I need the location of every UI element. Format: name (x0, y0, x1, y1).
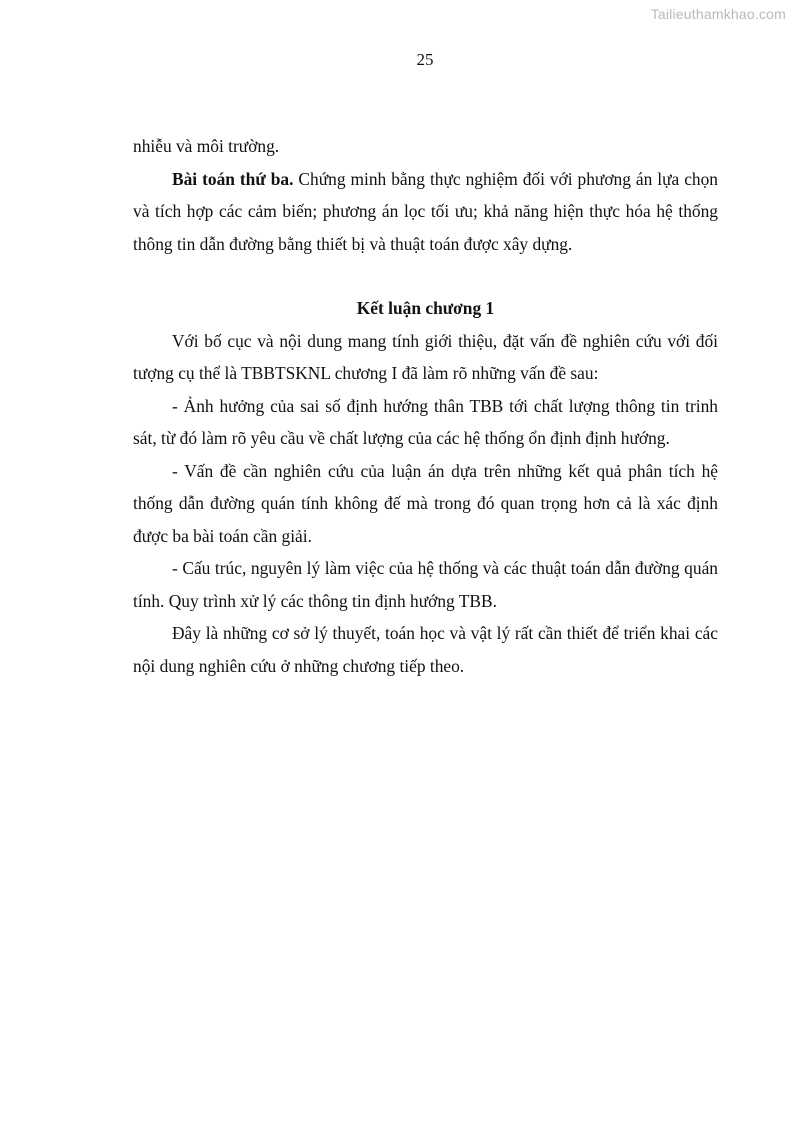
section-heading: Kết luận chương 1 (356, 298, 495, 318)
paragraph-bullet-3: - Cấu trúc, nguyên lý làm việc của hệ thống và các thuật toán dẫn đường quán tính. Quy trình xử lý các thông tin định hướng TBB. (133, 558, 718, 611)
paragraph-continuation: nhiễu và môi trường. (133, 136, 280, 156)
paragraph-bullet-2: - Vấn đề cần nghiên cứu của luận án dựa trên những kết quả phân tích hệ thống dẫn đường quán tính không đế mà trong đó quan trọng hơn cả là xác định được ba bài toán cần giải. (133, 460, 718, 546)
paragraph-third-problem (133, 163, 718, 261)
page-number: 25 (416, 50, 434, 69)
paragraph-conclusion: Đây là những cơ sở lý thuyết, toán học và vật lý rất cần thiết để triển khai các nội dung nghiên cứu ở những chương tiếp theo. (133, 623, 718, 676)
document-body (133, 130, 718, 682)
watermark: Tailieuthamkhao.com (650, 6, 786, 22)
paragraph-body: Chứng minh bằng thực nghiệm đối với phương án lựa chọn và tích hợp các cảm biến; phương án lọc tối ưu; khả năng hiện thực hóa hệ thống thông tin dẫn đường bằng thiết bị và thuật toán được xây dựng. (133, 168, 719, 254)
paragraph-lead-bold: Bài toán thứ ba. (172, 168, 294, 189)
paragraph-bullet-1: - Ảnh hưởng của sai số định hướng thân TBB tới chất lượng thông tin trinh sát, từ đó làm rõ yêu cầu về chất lượng của các hệ thống ổn định định hướng. (133, 395, 718, 448)
paragraph-intro: Với bố cục và nội dung mang tính giới thiệu, đặt vấn đề nghiên cứu với đối tượng cụ thể là TBBTSKNL chương I đã làm rõ những vấn đề sau: (133, 330, 718, 383)
